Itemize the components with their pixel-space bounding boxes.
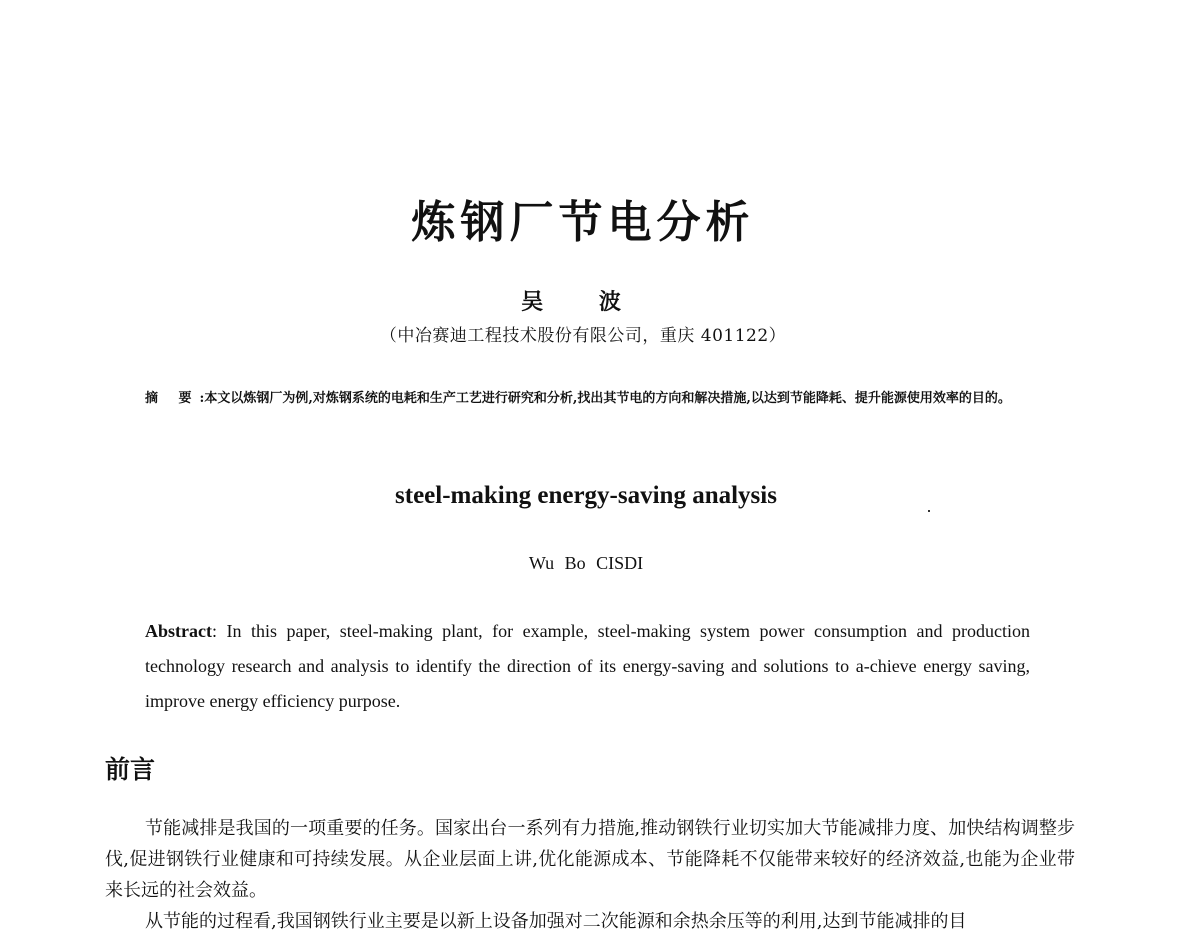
abstract-cn-text: 本文以炼钢厂为例,对炼钢系统的电耗和生产工艺进行研究和分析,找出其节电的方向和解决措施,以达到节能降耗、提升能源使用效率的目的。 <box>204 391 1011 406</box>
affiliation-cn: （中冶赛迪工程技术股份有限公司，重庆 401122） <box>379 326 787 346</box>
body-paragraph: 节能减排是我国的一项重要的任务。国家出台一系列有力措施,推动钢铁行业切实加大节能减排力度、加快结构调整步伐,促进钢铁行业健康和可持续发展。从企业层面上讲,优化能源成本、节能降耗不仅能带来较好的经济效益,也能为企业带来长远的社会效益。 <box>105 818 1075 901</box>
author-en: Wu Bo CISDI <box>528 553 644 573</box>
abstract-cn-label: 摘 要 <box>145 391 200 406</box>
section-heading: 前言 <box>105 755 156 784</box>
abstract-en: Abstract: In this paper, steel-making plant, for example, steel-making system power consumption and production technology research and analysis to identify the direction of its energy-saving and solutions to a-chieve energy saving, improve energy efficiency purpose. <box>145 621 1030 711</box>
paper-title-en: steel-making energy-saving analysis <box>395 482 777 509</box>
paper-title-cn: 炼钢厂节电分析 <box>411 197 755 248</box>
abstract-cn: 摘 要:本文以炼钢厂为例,对炼钢系统的电耗和生产工艺进行研究和分析,找出其节电的方向和解决措施,以达到节能降耗、提升能源使用效率的目的。 <box>145 391 1011 406</box>
author-cn: 吴 波 <box>521 289 645 315</box>
abstract-en-text: In this paper, steel-making plant, for example, steel-making system power consumption and production technology research and analysis to identify the direction of its energy-saving and solutions to a-chieve energy saving, improve energy efficiency purpose. <box>145 621 1030 711</box>
body-paragraph: 从节能的过程看,我国钢铁行业主要是以新上设备加强对二次能源和余热余压等的利用,达到节能减排的目 <box>145 911 967 932</box>
abstract-en-label: Abstract <box>145 621 212 641</box>
section-body <box>105 813 1075 937</box>
scan-speck <box>928 510 930 512</box>
